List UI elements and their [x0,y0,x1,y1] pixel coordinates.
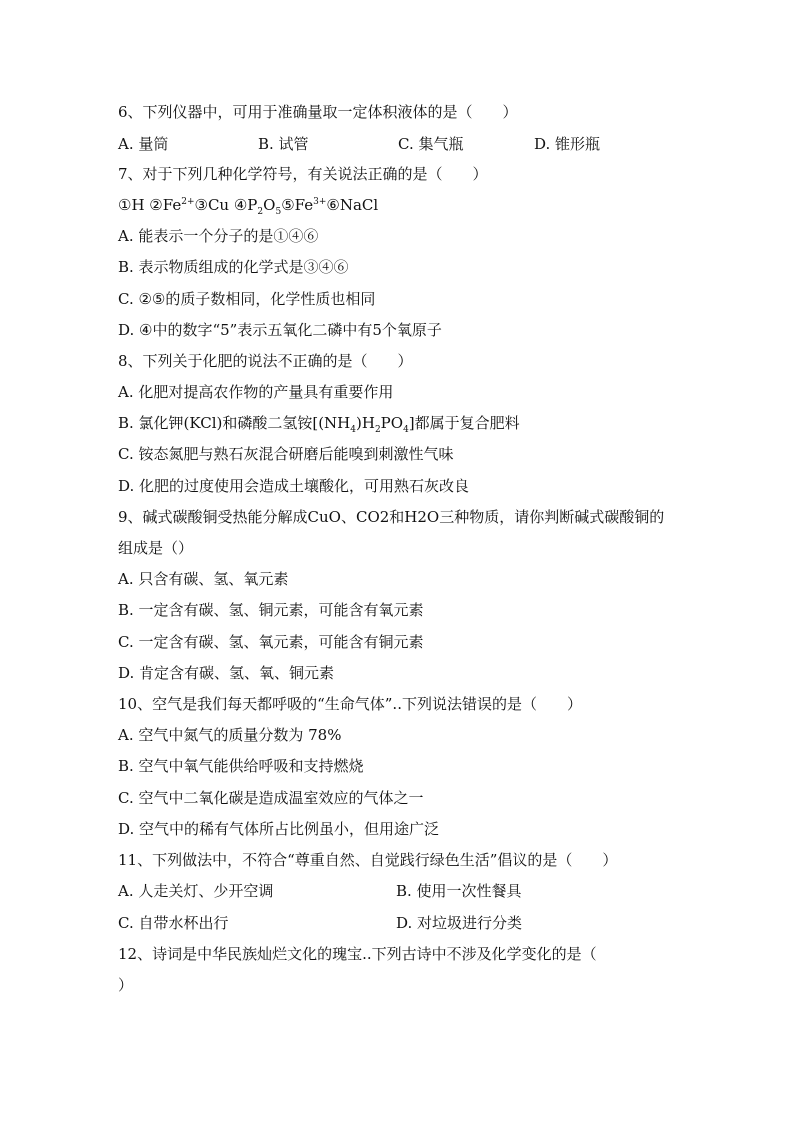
q11-stem: 11、下列做法中，不符合“尊重自然、自觉践行绿色生活”倡议的是（ ） [118,851,618,869]
q8-option-b-text: PO [380,414,404,432]
q8-option-b-sub: 4 [350,425,356,435]
q6-stem: 6、下列仪器中，可用于准确量取一定体积液体的是（ ） [118,103,518,121]
q7-symbol-sup: 2+ [181,197,195,207]
q7-symbols [118,195,378,215]
q10-option-a: A. 空气中氮气的质量分数为 78% [118,726,342,744]
q11-option-c: C. 自带水杯出行 [118,914,229,932]
q9-option-c: C. 一定含有碳、氢、氧元素，可能含有铜元素 [118,633,424,651]
q7-symbol-sub: 5 [275,207,282,217]
q6-option-c: C. 集气瓶 [398,135,464,153]
q6-option-d: D. 锥形瓶 [534,135,601,153]
q10-option-d: D. 空气中的稀有气体所占比例虽小，但用途广泛 [118,820,440,838]
q8-option-b [118,413,520,433]
q10-stem: 10、空气是我们每天都呼吸的“生命气体”..下列说法错误的是（ ） [118,695,582,713]
q7-symbol-text: ⑥NaCl [326,196,379,214]
q11-option-d: D. 对垃圾进行分类 [396,914,523,932]
q6-option-a: A. 量筒 [118,135,169,153]
q9-option-b: B. 一定含有碳、氢、铜元素，可能含有氧元素 [118,601,424,619]
q8-option-b-sub: 2 [374,425,381,435]
q8-option-a: A. 化肥对提高农作物的产量具有重要作用 [118,383,394,401]
q7-option-c: C. ②⑤的质子数相同，化学性质也相同 [118,290,376,308]
q11-option-a: A. 人走关灯、少开空调 [118,882,274,900]
q8-option-b-text: B. 氯化钾(KCl)和磷酸二氢铵[(NH [118,414,351,432]
q9-option-a: A. 只含有碳、氢、氧元素 [118,570,289,588]
q10-option-b: B. 空气中氧气能供给呼吸和支持燃烧 [118,757,364,775]
q8-option-d: D. 化肥的过度使用会造成土壤酸化，可用熟石灰改良 [118,477,470,495]
q12-stem-line1: 12、诗词是中华民族灿烂文化的瑰宝..下列古诗中不涉及化学变化的是（ [118,945,597,963]
q7-symbol-text: ⑤Fe [281,196,314,214]
q12-stem-line2: ） [118,976,134,994]
q6-option-b: B. 试管 [258,135,309,153]
q10-option-c: C. 空气中二氧化碳是造成温室效应的气体之一 [118,789,424,807]
q7-symbol-text: ①H ②Fe [118,196,182,214]
q7-option-b: B. 表示物质组成的化学式是③④⑥ [118,258,349,276]
q7-symbol-sup: 3+ [313,197,327,207]
q7-symbol-sub: 2 [257,207,264,217]
q9-stem-line1: 9、碱式碳酸铜受热能分解成CuO、CO2和H2O三种物质，请你判断碱式碳酸铜的 [118,508,665,526]
q8-option-b-text: )H [356,414,375,432]
q7-stem: 7、对于下列几种化学符号，有关说法正确的是（ ） [118,165,488,183]
q9-stem-line2: 组成是（） [118,539,194,557]
q8-option-b-sub: 4 [403,425,409,435]
q7-option-d: D. ④中的数字“5”表示五氧化二磷中有5个氧原子 [118,321,442,339]
q9-option-d: D. 肯定含有碳、氢、氧、铜元素 [118,664,335,682]
q7-option-a: A. 能表示一个分子的是①④⑥ [118,227,319,245]
q8-option-c: C. 铵态氮肥与熟石灰混合研磨后能嗅到刺激性气味 [118,445,454,463]
q7-symbol-text: ③Cu ④P [194,196,258,214]
q11-option-b: B. 使用一次性餐具 [396,882,522,900]
q8-option-b-text: ]都属于复合肥料 [408,414,520,432]
q7-symbol-text: O [263,196,276,214]
q8-stem: 8、下列关于化肥的说法不正确的是（ ） [118,352,413,370]
